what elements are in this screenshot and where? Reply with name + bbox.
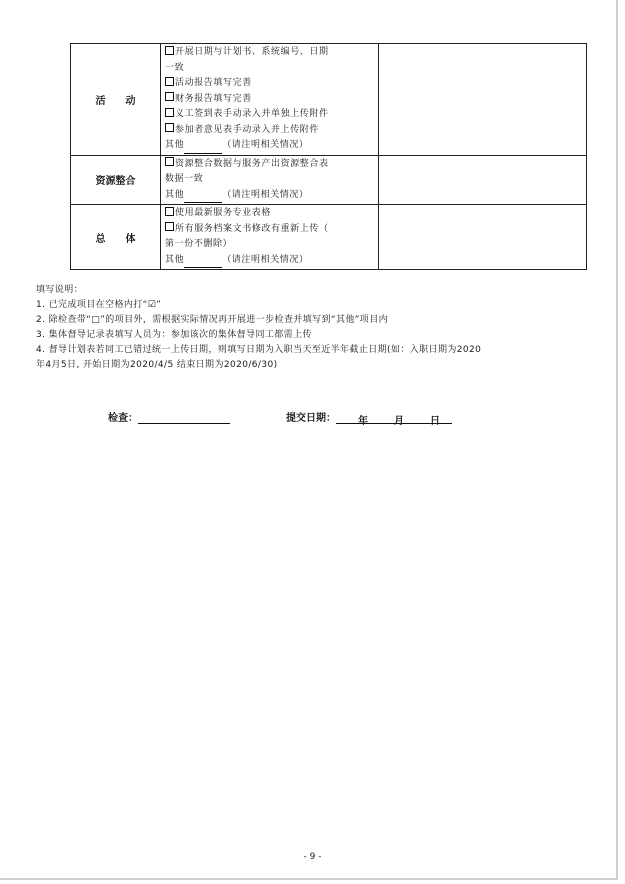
other-field: 其他 （请注明相关情况）	[165, 138, 376, 154]
checkbox-icon[interactable]	[165, 77, 174, 86]
checkbox-icon[interactable]	[165, 46, 174, 55]
checklist-item[interactable]: 开展日期与计划书、系统编号、日期	[165, 45, 376, 61]
table-row-overall	[71, 205, 587, 270]
day-label: 日	[430, 416, 440, 427]
checklist-table	[70, 43, 587, 270]
checker-signature	[108, 409, 230, 424]
instructions-title: 填写说明：	[36, 285, 84, 295]
other-field: 其他 （请注明相关情况）	[165, 253, 376, 269]
checklist-item[interactable]: 义工签到表手动录入并单独上传附件	[165, 107, 376, 123]
checkbox-icon[interactable]	[165, 157, 174, 166]
table-row-activity	[71, 44, 587, 156]
notes-cell[interactable]	[379, 205, 587, 270]
checklist-item[interactable]: 参加者意见表手动录入并上传附件	[165, 123, 376, 139]
page-number: - 9 -	[303, 852, 322, 862]
year-label: 年	[358, 416, 368, 427]
checkbox-icon[interactable]	[165, 92, 174, 101]
checklist-item[interactable]: 活动报告填写完善	[165, 76, 376, 92]
submit-date-input-line[interactable]	[336, 412, 452, 427]
items-cell	[161, 205, 379, 270]
checklist-item[interactable]: 资源整合数据与服务产出资源整合表	[165, 157, 376, 173]
checklist-item-continued: 数据一致	[165, 174, 204, 184]
checkbox-icon[interactable]	[165, 123, 174, 132]
notes-cell[interactable]	[379, 155, 587, 205]
checklist-item[interactable]: 财务报告填写完善	[165, 92, 376, 108]
notes-cell[interactable]	[379, 44, 587, 156]
month-label: 月	[394, 416, 404, 427]
other-input-blank[interactable]	[184, 258, 222, 268]
items-cell	[161, 44, 379, 156]
instruction-line: 4. 督导计划表若同工已错过统一上传日期，则填写日期为入职当天至近半年截止日期(如：入职日期为2020	[36, 345, 482, 355]
checklist-item-continued: 一致	[165, 62, 185, 73]
category-cell: 活 动	[71, 44, 161, 156]
checkbox-icon[interactable]	[165, 222, 174, 231]
submit-date	[286, 409, 452, 427]
instruction-line: 2. 除检查带“□”的项目外，需根据实际情况再开展进一步检查并填写到“其他”项目内	[36, 315, 389, 325]
checker-label: 检查：	[108, 413, 138, 424]
checklist-item-continued: 第一份不删除）	[165, 239, 233, 249]
category-cell: 资源整合	[71, 155, 161, 205]
checklist-item[interactable]: 使用最新服务专业表格	[165, 206, 376, 222]
instruction-line: 3. 集体督导记录表填写人员为：参加该次的集体督导同工都需上传	[36, 330, 312, 340]
checkbox-icon[interactable]	[165, 108, 174, 117]
checker-input-line[interactable]	[138, 412, 230, 424]
submit-date-label: 提交日期：	[286, 413, 336, 424]
table-row-resource	[71, 155, 587, 205]
checklist-item[interactable]: 所有服务档案文书修改有重新上传（	[165, 222, 376, 238]
instruction-line: 1. 已完成项目在空格内打“☑”	[36, 300, 162, 310]
category-cell: 总 体	[71, 205, 161, 270]
instruction-line: 年4月5日, 开始日期为2020/4/5 结束日期为2020/6/30)	[36, 360, 278, 370]
other-input-blank[interactable]	[184, 193, 222, 203]
items-cell	[161, 155, 379, 205]
instructions	[36, 283, 606, 373]
other-field: 其他 （请注明相关情况）	[165, 188, 376, 204]
other-input-blank[interactable]	[184, 144, 222, 154]
checkbox-icon[interactable]	[165, 207, 174, 216]
